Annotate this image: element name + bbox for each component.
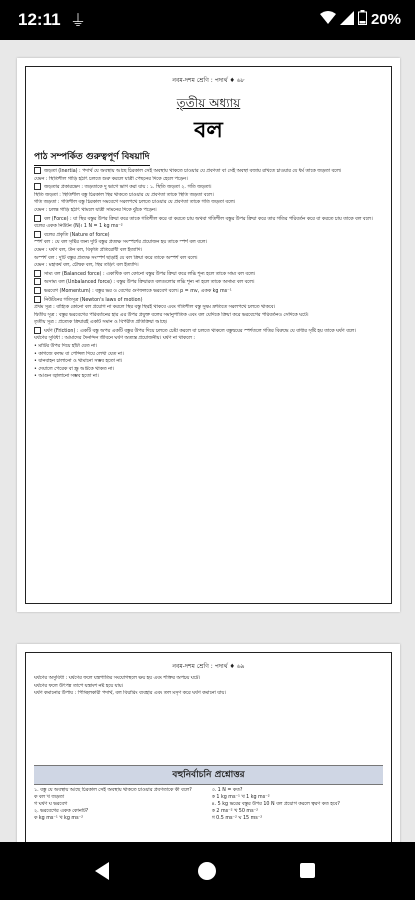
mcq-section-heading: বহুনির্বাচনি প্রশ্নোত্তর [34,765,383,785]
body-line: ঘর্ষণের অসুবিধা : ঘর্ষণের ফলে যন্ত্রপাতির সংযোগস্থলে ক্ষয় হয় এবং শক্তির অপচয় ঘটে। [34,676,200,681]
status-time: 12:11 [18,10,61,29]
body-line: বল (Force) : যা স্থির বস্তুর উপর ক্রিয়া করে তাকে গতিশীল করে বা করতে চায় অথবা গতিশীল বস্তুর উপর ক্রিয়া করে তার গতির পরিবর্তন করে বা করতে চায় তাকে বল বলে। [34,215,383,224]
chapter-label: তৃতীয় অধ্যায় [176,96,241,110]
body-line: • মাটির উপর দিয়ে হাঁটা যেত না। [34,344,98,350]
battery-percent: 20% [370,11,401,28]
page-body [34,675,383,698]
status-bar [0,0,415,40]
body-line: স্থিতি জড়তা : স্থিতিশীল বস্তু চিরকাল স্থির থাকতে চাওয়ার যে প্রবণতা তাকে স্থিতি জড়তা বলে। [34,192,214,198]
mcq-column-right [212,787,384,822]
body-line: যেমন : চলন্ত গাড়ি হঠাৎ থামলে যাত্রী সামনের দিকে ঝুঁকে পড়েন। [34,207,157,213]
mcq-line: ক 1 kg ms⁻¹ খ 1 kg ms⁻² [211,795,270,800]
body-line: জড়তার প্রকারভেদ : জড়তাকে দু ভাগে ভাগ করা যায় : ১. স্থিতি জড়তা ২. গতি জড়তা। [34,183,383,192]
mcq-line: ৩. 1 N = কত? [211,788,243,793]
checkbox-icon [34,183,41,190]
body-line: গতি জড়তা : গতিশীল বস্তু চিরকাল সমবেগে সরলপথে চলতে চাওয়ার যে প্রবণতা তাকে গতি জড়তা বলে। [34,200,236,206]
body-line: ঘর্ষণের ফলে উৎপন্ন তাপে যন্ত্রাংশ নষ্ট হয়ে যায়। [34,683,124,689]
mcq-line: ৪. 5 kg ভরের বস্তুর উপর 10 N বল প্রয়োগ করলে ত্বরণ কত হবে? [211,802,340,807]
checkbox-icon [34,215,41,222]
body-line: সাম্য বল (Balanced force) : একাধিক বল কোনো বস্তুর উপর ক্রিয়া করে লব্ধি শূন্য হলে তাকে সাম্য বল বলে। [34,270,383,279]
body-line: অস্পর্শ বল : দুটি বস্তুর প্রত্যক্ষ সংস্পর্শ ছাড়াই যে বল ক্রিয়া করে তাকে অস্পর্শ বল বলে। [34,255,198,261]
body-line: নিউটনের গতিসূত্র (Newton's laws of motion) [34,296,383,305]
body-line: যেমন : ঘর্ষণ বল, টান বল, বিকৃতি প্রতিরোধী বল ইত্যাদি। [34,247,143,253]
home-icon[interactable] [198,862,216,880]
body-line: প্রথম সূত্র : বাহ্যিক কোনো বল প্রয়োগ না করলে স্থির বস্তু স্থিরই থাকবে এবং গতিশীল বস্তু সুষম দ্রুতিতে সরলপথে চলতে থাকবে। [34,305,276,311]
section-heading: পাঠ সম্পর্কিত গুরুত্বপূর্ণ বিষয়াদি [34,149,150,166]
body-line: বলের একক নিউটন (N)। 1 N = 1 kg ms⁻² [34,224,123,230]
back-icon[interactable] [95,862,109,880]
page-body [34,167,383,381]
document-viewer[interactable] [0,40,415,842]
body-line: ঘর্ষণের সুবিধা : আমাদের দৈনন্দিন জীবনে ঘর্ষণ অত্যন্ত প্রয়োজনীয়। ঘর্ষণ না থাকলে : [34,336,196,342]
checkbox-icon [34,296,41,303]
page-header: নবম-দশম শ্রেণি : পদার্থ ♦ ৬৯ [172,663,245,670]
body-line: যেমন : স্থিতিশীল গাড়ি হঠাৎ চলতে শুরু করলে যাত্রী পেছনের দিকে হেলে পড়েন। [34,176,188,182]
body-line: বলের প্রকৃতি (Nature of force) [34,231,383,240]
chapter-title: বল [194,118,223,143]
mcq-line: ২. ভরবেগের একক কোনটি? [34,809,89,814]
page-frame [25,652,392,842]
status-right [320,10,401,29]
body-line: দ্বিতীয় সূত্র : বস্তুর ভরবেগের পরিবর্তনের হার এর উপর প্রযুক্ত বলের সমানুপাতিক এবং বল যেদিকে ক্রিয়া করে ভরবেগের পরিবর্তনও সেদিকে ঘটে। [34,312,309,318]
body-line: জড়তা (Inertia) : পদার্থ যে অবস্থায় আছে চিরকাল সেই অবস্থায় থাকতে চাওয়ার যে প্রবণতা বা সেই অবস্থা বজায় রাখতে চাওয়ার যে ধর্ম তাকে জড়তা বলে। [34,167,383,176]
body-line: স্পর্শ বল : যে বল সৃষ্টির জন্য দুটি বস্তুর প্রত্যক্ষ সংস্পর্শের প্রয়োজন হয় তাকে স্পর্শ বল বলে। [34,240,207,246]
body-line: • যানবাহন চালানো ও থামানো সম্ভব হতো না। [34,359,123,365]
usb-icon: ⏚ [70,11,87,30]
battery-icon [358,10,367,29]
pdf-page-1 [17,58,400,612]
page-header: নবম-দশম শ্রেণি : পদার্থ ♦ ৬৮ [172,77,245,84]
mcq-line: ১. বস্তু যে অবস্থায় আছে চিরকাল সেই অবস্থায় থাকতে চাওয়ার প্রবণতাকে কী বলে? [34,788,192,793]
body-line: তৃতীয় সূত্র : প্রত্যেক ক্রিয়ারই একটি সমান ও বিপরীত প্রতিক্রিয়া আছে। [34,320,168,326]
wifi-icon [320,11,336,29]
checkbox-icon [34,327,41,334]
mcq-line: ক 2 ms⁻² খ 50 ms⁻² [211,809,259,814]
body-line: • দেয়ালে পেরেক বা স্ক্রু আটকে থাকত না। [34,366,115,372]
checkbox-icon [34,278,41,285]
signal-icon [340,11,354,29]
mcq-line: গ ঘর্ষণ ঘ ভরবেগ [34,802,68,807]
checkbox-icon [34,270,41,277]
body-line: অসাম্য বল (Unbalanced force) : বস্তুর উপর ক্রিয়ারত বলগুলোর লব্ধি শূন্য না হলে তাকে অসাম্য বল বলে। [34,278,383,287]
body-line: ঘর্ষণ (Friction) : একটি বস্তু অপর একটি বস্তুর উপর দিয়ে চলতে চেষ্টা করলে বা চলতে থাকলে বস্তুদ্বয়ের স্পর্শতলে গতির বিরুদ্ধে যে বাধার সৃষ্টি হয় তাকে ঘর্ষণ বলে। [34,327,383,336]
checkbox-icon [34,287,41,294]
pdf-page-2 [17,644,400,842]
mcq-line: গ 0.5 ms⁻² ঘ 15 ms⁻² [211,816,263,821]
body-line: • আগুন জ্বালানো সম্ভব হতো না। [34,374,99,380]
recents-icon[interactable] [300,863,315,878]
mcq-line: ক kg ms⁻¹ খ kg ms⁻² [34,816,84,821]
body-line: ঘর্ষণ কমানোর উপায় : পিচ্ছিলকারী পদার্থ, বল বিয়ারিং ব্যবহার এবং তল মসৃণ করে ঘর্ষণ কমানো যায়। [34,691,226,697]
body-line: যেমন : মহাকর্ষ বল, চৌম্বক বল, স্থির তড়িৎ বল ইত্যাদি। [34,263,139,269]
mcq-block [34,787,383,822]
mcq-column-left [34,787,206,822]
page-frame [25,66,392,604]
mcq-line: ক বল খ জড়তা [34,795,65,800]
body-line: ভরবেগ (Momentum) : বস্তুর ভর ও বেগের গুণফলকে ভরবেগ বলে। p = mv, একক kg ms⁻¹ [34,287,383,296]
navigation-bar [0,842,415,900]
checkbox-icon [34,167,41,174]
body-line: • কাগজে কলম বা পেন্সিল দিয়ে লেখা যেত না। [34,351,124,357]
checkbox-icon [34,231,41,238]
